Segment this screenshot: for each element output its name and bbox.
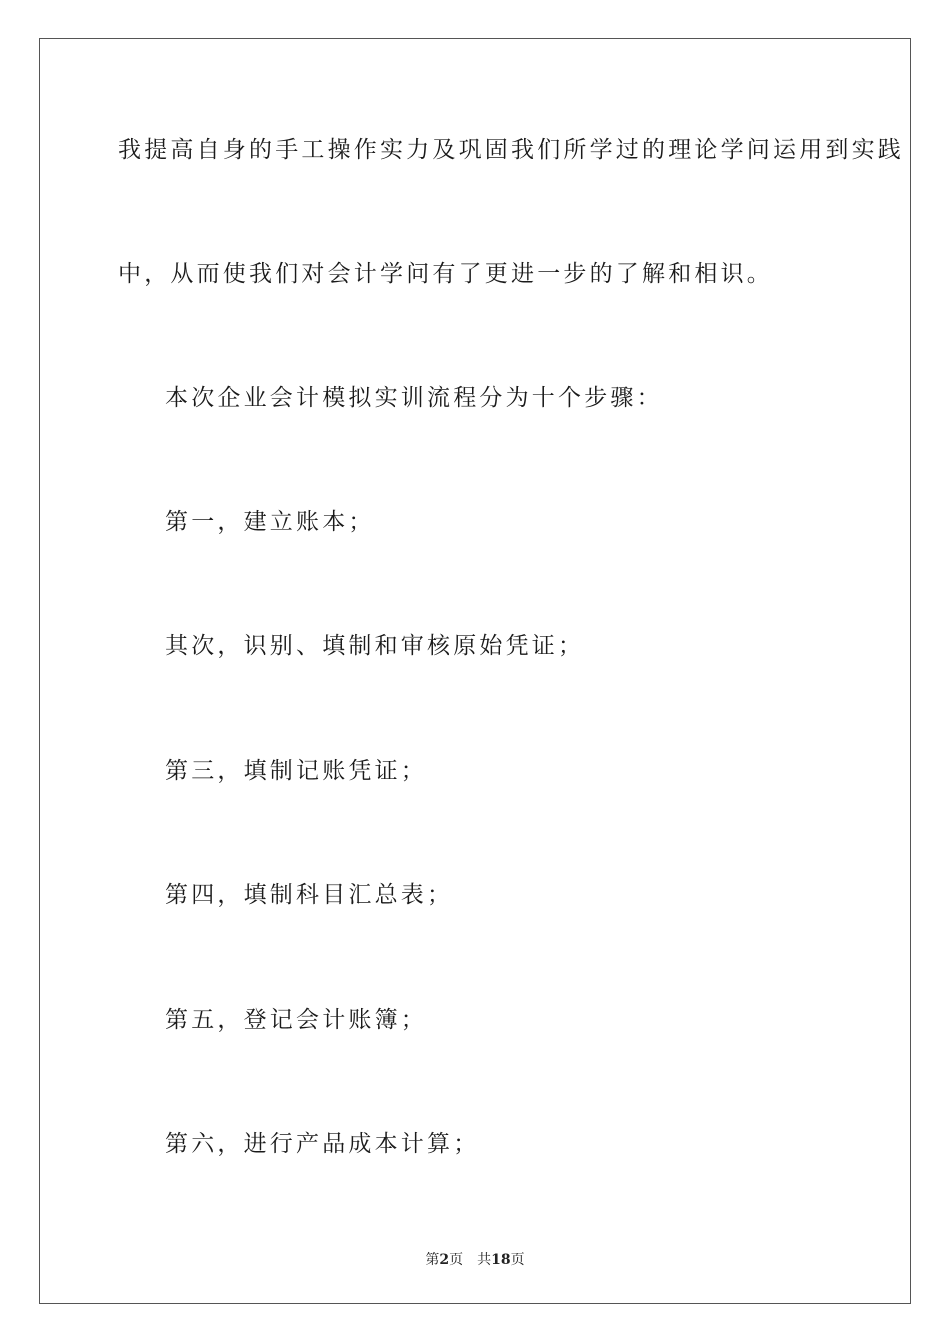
step-item: 其次，识别、填制和审核原始凭证； — [165, 633, 585, 659]
total-pages: 18 — [491, 1252, 511, 1268]
step-item: 第四，填制科目汇总表； — [165, 882, 454, 908]
page-number: 2 — [439, 1252, 450, 1268]
step-item: 第五，登记会计账簿； — [165, 1007, 427, 1033]
step-item: 第三，填制记账凭证； — [165, 758, 427, 784]
step-item: 第六，进行产品成本计算； — [165, 1131, 480, 1157]
page-prefix: 第 — [425, 1252, 440, 1268]
body-text-line: 本次企业会计模拟实训流程分为十个步骤： — [165, 385, 663, 411]
body-text-line: 中，从而使我们对会计学问有了更进一步的了解和相识。 — [118, 261, 773, 287]
page-border — [39, 38, 911, 1304]
body-text-line: 我提高自身的手工操作实力及巩固我们所学过的理论学问运用到实践 — [118, 137, 904, 163]
step-item: 第一，建立账本； — [165, 509, 375, 535]
page-suffix: 页 — [449, 1252, 464, 1268]
total-prefix: 共 — [477, 1252, 492, 1268]
total-suffix: 页 — [510, 1252, 525, 1268]
page-footer — [0, 1249, 950, 1269]
